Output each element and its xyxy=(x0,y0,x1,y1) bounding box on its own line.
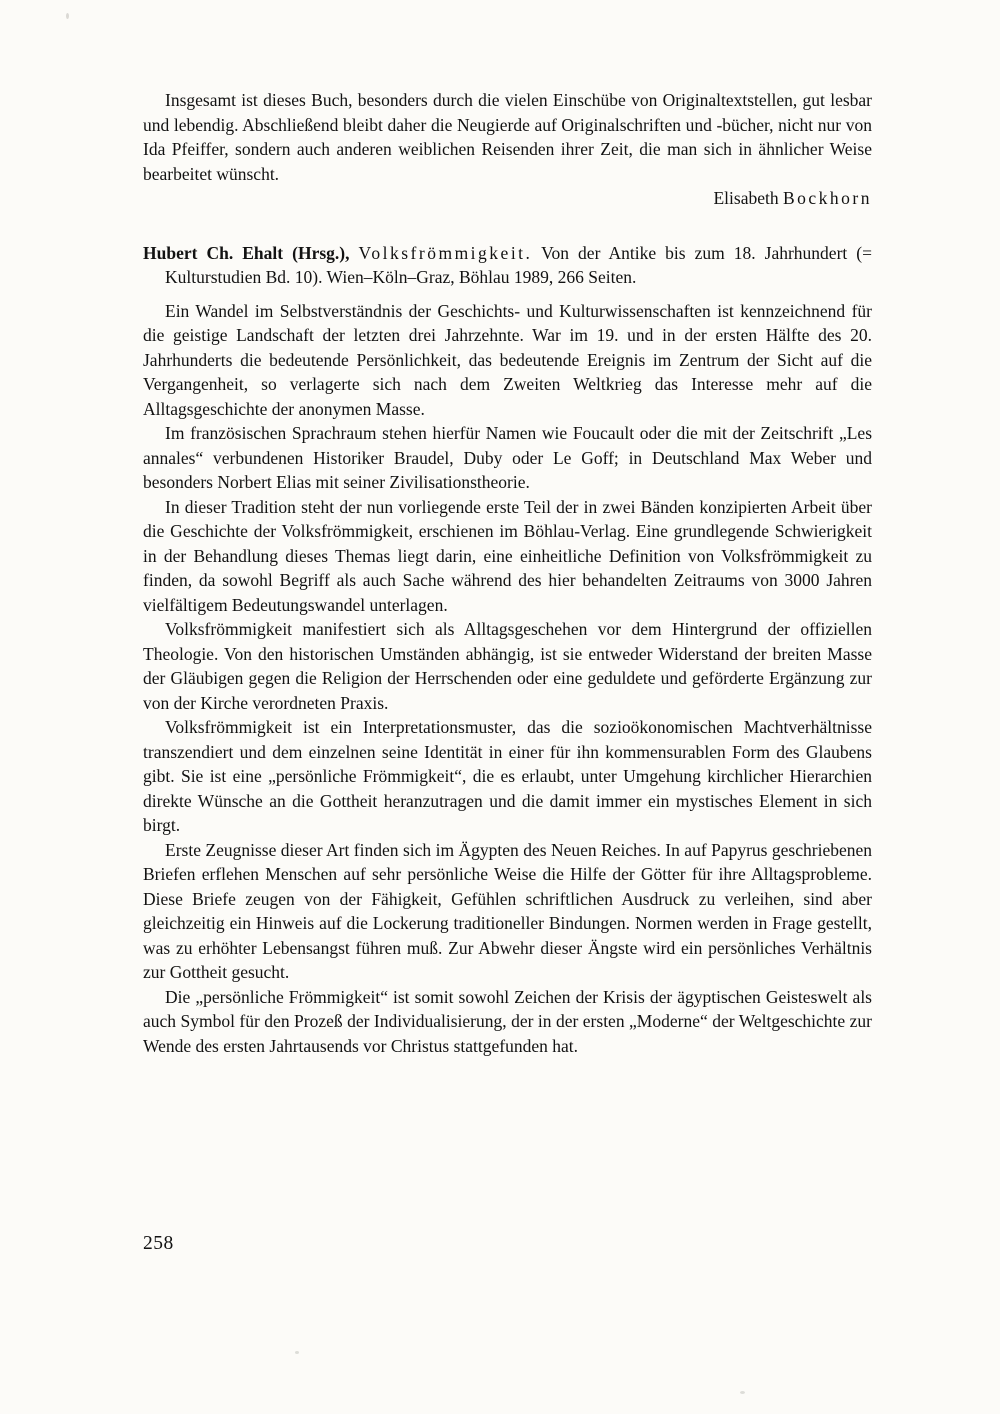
scan-artifact xyxy=(66,13,69,19)
review-paragraph: Die „persönliche Frömmigkeit“ ist somit sowohl Zeichen der Krisis der ägyptischen Geisteswelt als auch Symbol für den Prozeß der Individualisierung, der in der ersten „Moderne“ der Weltgeschichte zur Wende des ersten Jahrtausends vor Christus stattgefunden hat. xyxy=(143,986,872,1056)
text-block xyxy=(143,88,872,1058)
review-heading-author: Hubert Ch. Ehalt (Hrsg.), xyxy=(143,242,350,263)
review-paragraph: Erste Zeugnisse dieser Art finden sich im Ägypten des Neuen Reiches. In auf Papyrus geschriebenen Briefen erflehen Menschen auf sehr persönliche Weise die Hilfe der Götter für ihre Alltagsprobleme. Diese Briefe zeugen von der Fähigkeit, Gefühlen schriftlichen Ausdruck zu verleihen, sind aber gleichzeitig ein Hinweis auf die Lockerung traditioneller Bindungen. Normen werden in Frage gestellt, was zu erhöhter Lebensangst führen muß. Zur Abwehr dieser Ängste wird ein persönliches Verhältnis zur Gottheit gesucht. xyxy=(143,839,872,982)
review-paragraph: Volksfrömmigkeit ist ein Interpretationsmuster, das die sozioökonomischen Machtverhältnisse transzendiert und dem einzelnen seine Identität in einer für ihn kommensurablen Form des Glaubens gibt. Sie ist eine „persönliche Frömmigkeit“, die es erlaubt, unter Umgehung kirchlicher Hierarchien direkte Wünsche an die Gottheit heranzutragen und die damit immer ein mystisches Element in sich birgt. xyxy=(143,717,872,835)
review-paragraph: In dieser Tradition steht der nun vorliegende erste Teil der in zwei Bänden konzipierten Arbeit über die Geschichte der Volksfrömmigkeit, erschienen im Böhlau-Verlag. Eine grundlegende Schwierigkeit in der Behandlung dieses Themas liegt darin, eine einheitliche Definition von Volksfrömmigkeit zu finden, da sowohl Begriff als auch Sache während des hier behandelten Zeitraums von 3000 Jahren vielfältigem Bedeutungswandel unterlagen. xyxy=(143,496,872,615)
reviewer-first-name: Elisabeth xyxy=(713,188,779,208)
review-heading xyxy=(143,241,872,290)
reviewer-last-name: Bockhorn xyxy=(782,188,872,208)
page-number: 258 xyxy=(143,1233,174,1254)
review-paragraph: Volksfrömmigkeit manifestiert sich als Alltagsgeschehen vor dem Hintergrund der offiziellen Theologie. Von den historischen Umständen abhängig, ist sie entweder Widerstand der breiten Masse der Gläubigen gegen die Religion der Herrschenden oder eine geduldete und geförderte Ergänzung zur von der Kirche verordneten Praxis. xyxy=(143,619,872,713)
scan-artifact xyxy=(740,1391,745,1394)
scan-artifact xyxy=(295,1351,299,1354)
review-paragraph: Im französischen Sprachraum stehen hierfür Namen wie Foucault oder die mit der Zeitschrift „Les annales“ verbundenen Historiker Braudel, Duby oder Le Goff; in Deutschland Max Weber und besonders Norbert Elias mit seiner Zivilisationstheorie. xyxy=(143,423,872,492)
reviewer-signature xyxy=(143,186,872,211)
review-heading-bibliography: Von der Antike bis zum 18. Jahrhundert (= Kulturstudien Bd. 10). Wien–Köln–Graz, Böhlau 1989, 266 Seiten. xyxy=(165,242,872,287)
closing-paragraph-previous-review: Insgesamt ist dieses Buch, besonders durch die vielen Einschübe von Originaltextstellen, gut lesbar und lebendig. Abschließend bleibt daher die Neugierde auf Originalschriften und -bücher, nicht nur von Ida Pfeiffer, sondern auch anderen weiblichen Reisenden ihrer Zeit, die man sich in ähnlicher Weise bearbeitet wünscht. xyxy=(143,90,872,184)
review-heading-title: Volksfrömmigkeit. xyxy=(358,242,533,263)
review-paragraph: Ein Wandel im Selbstverständnis der Geschichts- und Kulturwissenschaften ist kennzeichnend für die geistige Landschaft der letzten drei Jahrzehnte. War im 19. und in der ersten Hälfte des 20. Jahrhunderts die bedeutende Persönlichkeit, das bedeutende Ereignis im Zentrum der Sicht auf die Vergangenheit, so verlagerte sich nach dem Zweiten Weltkrieg das Interesse mehr auf die Alltagsgeschichte der anonymen Masse. xyxy=(143,300,872,419)
